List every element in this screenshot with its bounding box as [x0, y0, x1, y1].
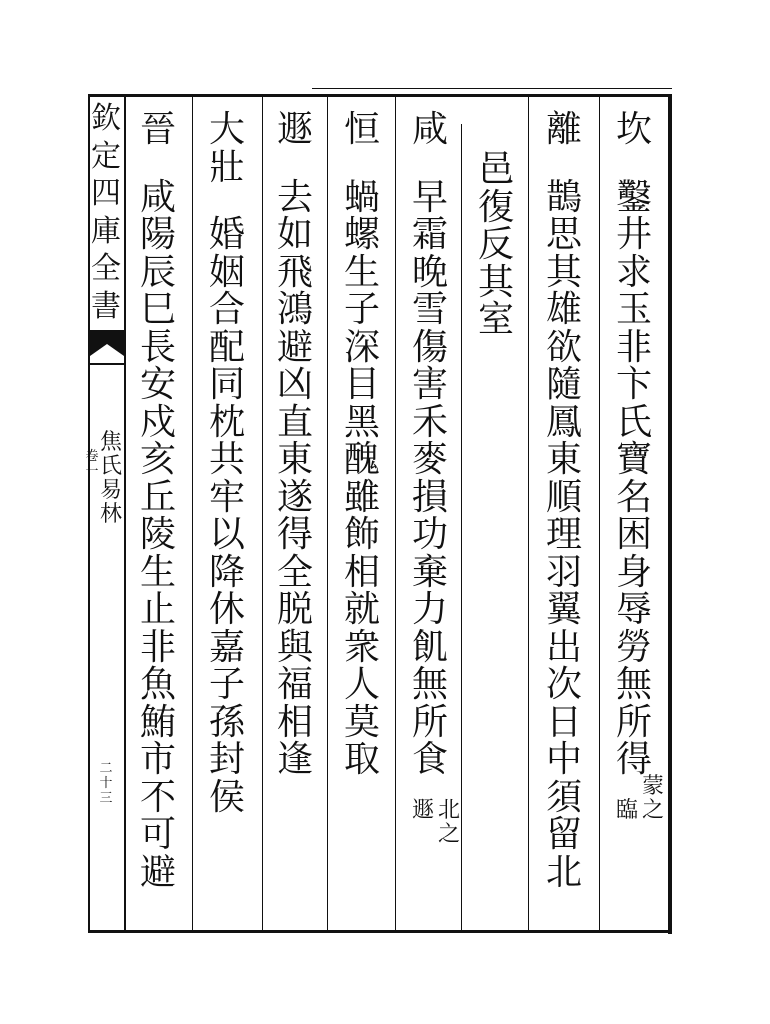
- column-jin: [136, 109, 180, 893]
- glyph: 寶: [615, 439, 652, 480]
- glyph: 一: [85, 464, 99, 479]
- glyph: 氏: [99, 454, 122, 479]
- glyph: 霜: [411, 214, 448, 255]
- glyph: 功: [411, 514, 448, 555]
- glyph: [408, 150, 452, 180]
- glyph: 鳳: [545, 401, 582, 443]
- glyph: 辰: [139, 251, 176, 293]
- column-xian-note: [436, 800, 462, 848]
- glyph: 婚: [208, 214, 245, 255]
- glyph: 配: [208, 326, 245, 368]
- margin-title: [84, 101, 128, 329]
- glyph: 鑿: [615, 176, 652, 218]
- glyph: [542, 150, 586, 180]
- column-xian: [408, 109, 452, 780]
- glyph: 市: [139, 739, 176, 780]
- glyph: 避: [276, 326, 313, 368]
- glyph: 生: [139, 551, 176, 593]
- glyph: 東: [276, 439, 313, 480]
- glyph: 須: [545, 776, 582, 818]
- glyph: 定: [91, 138, 121, 174]
- glyph: 福: [276, 664, 313, 705]
- glyph: 咸: [139, 176, 176, 218]
- glyph: 侯: [208, 776, 245, 818]
- glyph: 去: [276, 176, 313, 218]
- glyph: 隨: [545, 364, 582, 405]
- glyph: 名: [615, 476, 652, 518]
- glyph: 晉: [139, 109, 176, 150]
- glyph: 四: [91, 176, 121, 211]
- glyph: 恒: [343, 109, 380, 150]
- glyph: 辱: [615, 589, 652, 630]
- glyph: 丘: [139, 476, 176, 518]
- column-kan: [612, 109, 656, 780]
- glyph: 嘉: [208, 626, 245, 668]
- glyph: 休: [208, 589, 245, 630]
- glyph: 北: [545, 851, 582, 893]
- glyph: 麥: [411, 439, 448, 480]
- glyph: 鮪: [139, 701, 176, 743]
- top-border-thin: [312, 88, 672, 89]
- column-dazhuang: [205, 109, 249, 818]
- glyph: 雄: [545, 289, 582, 330]
- glyph: 陽: [139, 214, 176, 255]
- column-divider: [599, 97, 600, 930]
- glyph: 思: [545, 214, 582, 255]
- glyph: 易: [99, 478, 122, 503]
- glyph: 人: [343, 664, 380, 705]
- glyph: 書: [91, 288, 121, 324]
- glyph: 巳: [139, 289, 176, 330]
- glyph: 無: [411, 664, 448, 705]
- glyph: 凶: [276, 364, 313, 405]
- glyph: 枕: [208, 401, 245, 443]
- column-li: [542, 109, 586, 893]
- column-divider: [395, 97, 396, 930]
- glyph: 晚: [411, 251, 448, 293]
- glyph: 玉: [615, 289, 652, 330]
- glyph: 咸: [411, 109, 448, 150]
- glyph: 直: [276, 401, 313, 443]
- glyph: 順: [545, 476, 582, 518]
- glyph: [136, 150, 180, 180]
- glyph: 次: [545, 664, 582, 705]
- glyph: [612, 150, 656, 180]
- glyph: 生: [343, 251, 380, 293]
- margin-volume: [84, 450, 100, 480]
- top-border: [88, 94, 672, 97]
- glyph: 蒙: [641, 774, 664, 799]
- glyph: 其: [477, 261, 514, 303]
- glyph: 損: [411, 476, 448, 518]
- glyph: [340, 150, 384, 180]
- glyph: 焦: [99, 430, 122, 455]
- glyph: 非: [139, 626, 176, 668]
- glyph: 得: [276, 514, 313, 555]
- glyph: 同: [208, 364, 245, 405]
- glyph: 全: [276, 551, 313, 593]
- column-divider: [192, 97, 193, 930]
- glyph: 孫: [208, 701, 245, 743]
- glyph: 取: [343, 739, 380, 780]
- glyph: 中: [545, 739, 582, 780]
- glyph: 衆: [343, 626, 380, 668]
- glyph: 陵: [139, 514, 176, 555]
- glyph: 黑: [343, 401, 380, 443]
- glyph: 封: [208, 739, 245, 780]
- glyph: 雖: [343, 476, 380, 518]
- column-divider: [327, 97, 328, 930]
- glyph: 大: [208, 109, 245, 150]
- glyph: 庫: [91, 213, 121, 249]
- glyph: 脱: [276, 589, 313, 630]
- margin-page-number: [98, 762, 114, 807]
- glyph: 安: [139, 364, 176, 405]
- glyph: 如: [276, 214, 313, 255]
- glyph: 出: [545, 626, 582, 668]
- glyph: 螺: [343, 214, 380, 255]
- glyph: 留: [545, 814, 582, 855]
- glyph: 壯: [208, 146, 245, 188]
- glyph: 可: [139, 814, 176, 855]
- glyph: 降: [208, 551, 245, 593]
- column-divider: [528, 97, 529, 930]
- column-li-continued: [474, 149, 518, 340]
- glyph: 困: [615, 514, 652, 555]
- glyph: 無: [615, 664, 652, 705]
- glyph: 早: [411, 176, 448, 218]
- glyph: 莫: [343, 701, 380, 743]
- glyph: 氏: [615, 401, 652, 443]
- column-dun: [273, 109, 317, 780]
- bottom-border: [88, 930, 672, 933]
- glyph: 長: [139, 326, 176, 368]
- fish-tail-ornament: [90, 330, 124, 370]
- column-xian-note: [410, 800, 436, 824]
- glyph: 理: [545, 514, 582, 555]
- glyph: [273, 150, 317, 180]
- glyph: 復: [477, 186, 514, 228]
- glyph: 井: [615, 214, 652, 255]
- glyph: 力: [411, 589, 448, 630]
- glyph: 坎: [615, 109, 652, 150]
- glyph: 逢: [276, 739, 313, 780]
- glyph: 欽: [91, 101, 121, 136]
- glyph: 子: [343, 289, 380, 330]
- glyph: 卷: [85, 449, 99, 464]
- glyph: 目: [343, 364, 380, 405]
- glyph: 深: [343, 326, 380, 368]
- glyph: 與: [276, 626, 313, 668]
- glyph: 害: [411, 364, 448, 405]
- glyph: 不: [139, 776, 176, 818]
- glyph: 鴻: [276, 289, 313, 330]
- glyph: 鵲: [545, 176, 582, 218]
- glyph: 身: [615, 551, 652, 593]
- glyph: 飢: [411, 626, 448, 668]
- glyph: 羽: [545, 551, 582, 593]
- glyph: 子: [208, 664, 245, 705]
- glyph: 非: [615, 326, 652, 368]
- glyph: 飾: [343, 514, 380, 555]
- glyph: 北: [437, 798, 460, 823]
- glyph: 牢: [208, 476, 245, 518]
- glyph: 合: [208, 289, 245, 330]
- glyph: 臨: [615, 798, 638, 823]
- glyph: 以: [208, 514, 245, 555]
- glyph: 二: [99, 761, 113, 776]
- glyph: 醜: [343, 439, 380, 480]
- glyph: 日: [545, 701, 582, 743]
- glyph: 求: [615, 251, 652, 293]
- glyph: 棄: [411, 551, 448, 593]
- glyph: 之: [641, 798, 664, 823]
- glyph: 所: [615, 701, 652, 743]
- glyph: 遯: [411, 798, 434, 823]
- column-kan-note: [614, 800, 640, 824]
- glyph: 相: [343, 551, 380, 593]
- glyph: 林: [99, 502, 122, 527]
- margin-book-title: [98, 432, 124, 528]
- glyph: 離: [545, 109, 582, 150]
- glyph: 其: [545, 251, 582, 293]
- glyph: 十: [99, 776, 113, 791]
- glyph: 邑: [477, 149, 514, 190]
- glyph: 避: [139, 851, 176, 893]
- glyph: 禾: [411, 401, 448, 443]
- glyph: 遯: [276, 109, 313, 150]
- glyph: 止: [139, 589, 176, 630]
- glyph: 東: [545, 439, 582, 480]
- column-kan-note: [640, 776, 666, 824]
- right-border: [668, 94, 672, 934]
- glyph: 傷: [411, 326, 448, 368]
- glyph: 三: [99, 791, 113, 806]
- glyph: 亥: [139, 439, 176, 480]
- glyph: 之: [437, 822, 460, 847]
- glyph: 反: [477, 224, 514, 265]
- glyph: 相: [276, 701, 313, 743]
- glyph: 蝸: [343, 176, 380, 218]
- glyph: 姻: [208, 251, 245, 293]
- glyph: 全: [91, 251, 121, 286]
- glyph: 欲: [545, 326, 582, 368]
- glyph: 雪: [411, 289, 448, 330]
- glyph: 食: [411, 739, 448, 780]
- glyph: 得: [615, 739, 652, 780]
- glyph: 飛: [276, 251, 313, 293]
- glyph: 魚: [139, 664, 176, 705]
- glyph: 室: [477, 299, 514, 340]
- glyph: 勞: [615, 626, 652, 668]
- glyph: 卞: [615, 364, 652, 405]
- glyph: 共: [208, 439, 245, 480]
- glyph: 所: [411, 701, 448, 743]
- glyph: 戍: [139, 401, 176, 443]
- glyph: [205, 187, 249, 217]
- glyph: 翼: [545, 589, 582, 630]
- glyph: 就: [343, 589, 380, 630]
- column-heng: [340, 109, 384, 780]
- glyph: 遂: [276, 476, 313, 518]
